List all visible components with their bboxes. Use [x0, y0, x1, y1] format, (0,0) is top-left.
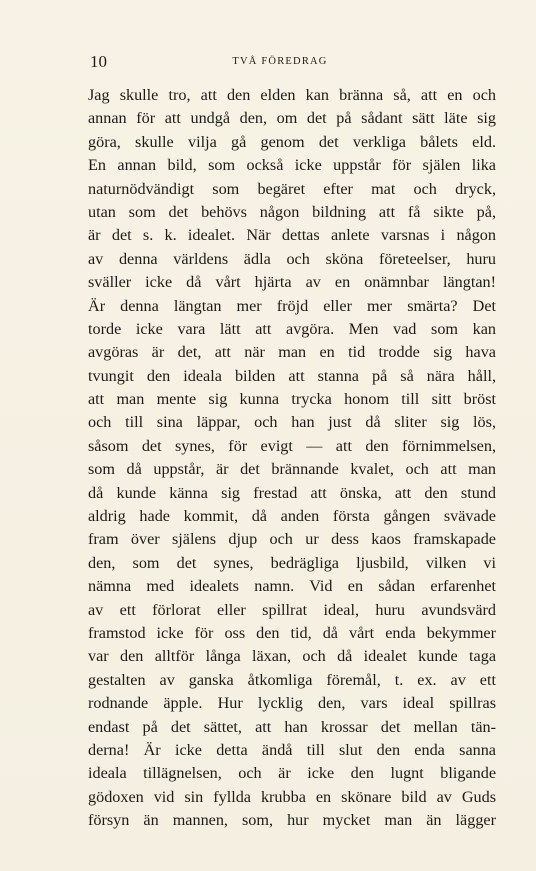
page-header — [90, 52, 470, 74]
text-line: Är denna längtan mer fröjd eller mer smärta? Det — [88, 296, 496, 315]
text-line: gödoxen vid sin fyllda krubba en skönare bild av Guds — [88, 787, 496, 806]
text-line: försyn än mannen, som, hur mycket man än lägger — [88, 811, 496, 830]
text-line: att man mente sig kunna trycka honom till sitt bröst — [88, 390, 496, 409]
text-line: annan för att undgå den, om det på sådant sätt läte sig — [88, 109, 496, 128]
text-line: avgöras är det, att när man en tid trodde sig hava — [88, 343, 496, 362]
text-line: då kunde känna sig frestad att önska, att den stund — [88, 483, 496, 502]
text-line: endast på det sättet, att han krossar det mellan tän- — [88, 717, 496, 736]
text-line: den, som det synes, bedrägliga ljusbild, vilken vi — [88, 553, 496, 572]
text-line: sväller icke då vårt hjärta av en onämnbar längtan! — [88, 273, 496, 292]
text-line: Jag skulle tro, att den elden kan bränna så, att en och — [88, 86, 496, 104]
text-line: göra, skulle vilja gå genom det verkliga bålets eld. — [88, 132, 496, 151]
text-line: fram över själens djup och ur dess kaos framskapade — [88, 530, 496, 549]
body-text — [88, 84, 496, 833]
text-line: tvungit den ideala bilden att stanna på så nära håll, — [88, 366, 496, 385]
page-number: 10 — [90, 52, 107, 71]
text-line: är det s. k. idealet. När dettas anlete varsnas i någon — [88, 226, 496, 245]
text-line: och till sina läppar, och han just då sliter sig lös, — [88, 413, 496, 432]
text-line: aldrig hade kommit, då anden första gången svävade — [88, 507, 496, 526]
text-line: framstod icke för oss den tid, då vårt enda bekymmer — [88, 623, 496, 642]
text-line: torde icke vara lätt att avgöra. Men vad som kan — [88, 319, 496, 338]
text-line: av denna världens ädla och sköna företeelser, huru — [88, 249, 496, 268]
text-line: ideala tillägnelsen, och är icke den lugnt bligande — [88, 764, 496, 783]
text-line: derna! Är icke detta ändå till slut den enda sanna — [88, 740, 496, 759]
text-line: var den alltför långa läxan, och då idealet kunde taga — [88, 647, 496, 666]
running-title: TVÅ FÖREDRAG — [232, 56, 328, 67]
text-line: rodnande äpple. Hur lycklig den, vars ideal spillras — [88, 694, 496, 713]
text-line: gestalten av ganska åtkomliga föremål, t. ex. av ett — [88, 670, 496, 689]
text-line: utan som det behövs någon bildning att få sikte på, — [88, 202, 496, 221]
text-line: En annan bild, som också icke uppstår för själen lika — [88, 156, 496, 175]
text-line: nämna med idealets namn. Vid en sådan erfarenhet — [88, 577, 496, 596]
text-line: naturnödvändigt som begäret efter mat och dryck, — [88, 179, 496, 198]
text-line: såsom det synes, för evigt — att den förnimmelsen, — [88, 436, 496, 455]
text-line: som då uppstår, är det brännande kvalet, och att man — [88, 460, 496, 479]
text-line: av ett förlorat eller spillrat ideal, huru avundsvärd — [88, 600, 496, 619]
